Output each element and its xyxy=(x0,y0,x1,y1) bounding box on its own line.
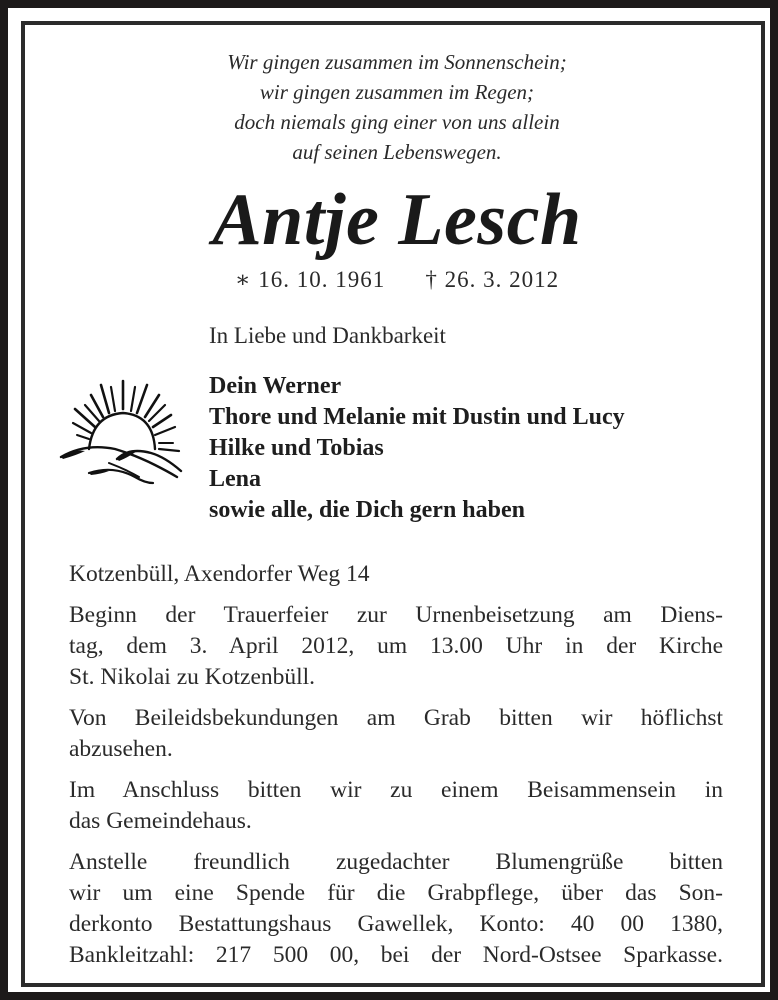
death-date: † 26. 3. 2012 xyxy=(425,267,560,292)
ceremony-paragraph xyxy=(69,600,723,693)
family-line: sowie alle, die Dich gern haben xyxy=(209,497,525,523)
family-line: Hilke und Tobias xyxy=(209,435,384,461)
condolence-paragraph xyxy=(69,703,723,765)
poem-line: doch niemals ging einer von uns allein xyxy=(234,110,560,134)
gathering-paragraph xyxy=(69,775,723,837)
text-line: Beginn der Trauerfeier zur Urnenbeisetzung am Diens- xyxy=(69,602,723,628)
text-line: Bankleitzahl: 217 500 00, bei der Nord-Ostsee Sparkasse. xyxy=(69,942,723,968)
sunset-over-hills-icon xyxy=(55,373,185,485)
text-line: tag, dem 3. April 2012, um 13.00 Uhr in der Kirche xyxy=(69,633,723,659)
text-line: Anstelle freundlich zugedachter Blumengrüße bitten xyxy=(69,849,723,875)
family-line: Dein Werner xyxy=(209,373,342,399)
obituary-notice xyxy=(21,21,765,987)
poem-line: wir gingen zusammen im Regen; xyxy=(259,80,535,104)
text-line: Von Beileidsbekundungen am Grab bitten wir höflichst xyxy=(69,705,723,731)
family-line: Thore und Melanie mit Dustin und Lucy xyxy=(209,404,625,430)
deceased-name: Antje Lesch xyxy=(212,179,582,261)
address: Kotzenbüll, Axendorfer Weg 14 xyxy=(69,561,370,587)
notice-frame-outer xyxy=(8,8,770,992)
text-line: Im Anschluss bitten wir zu einem Beisammensein in xyxy=(69,777,723,803)
text-line: abzusehen. xyxy=(69,736,173,762)
family-list xyxy=(209,371,625,526)
text-line: derkonto Bestattungshaus Gawellek, Konto: 40 00 1380, xyxy=(69,911,723,937)
notice-body xyxy=(69,559,723,981)
donation-paragraph xyxy=(69,847,723,971)
poem-line: Wir gingen zusammen im Sonnenschein; xyxy=(227,50,567,74)
life-dates xyxy=(25,265,769,295)
poem-line: auf seinen Lebenswegen. xyxy=(292,140,502,164)
poem xyxy=(25,47,769,167)
birth-date: ∗ 16. 10. 1961 xyxy=(234,267,386,292)
text-line: wir um eine Spende für die Grabpflege, über das Son- xyxy=(69,880,723,906)
family-line: Lena xyxy=(209,466,262,492)
text-line: St. Nikolai zu Kotzenbüll. xyxy=(69,664,316,690)
thanks-line: In Liebe und Dankbarkeit xyxy=(209,323,446,348)
text-line: das Gemeindehaus. xyxy=(69,808,252,834)
